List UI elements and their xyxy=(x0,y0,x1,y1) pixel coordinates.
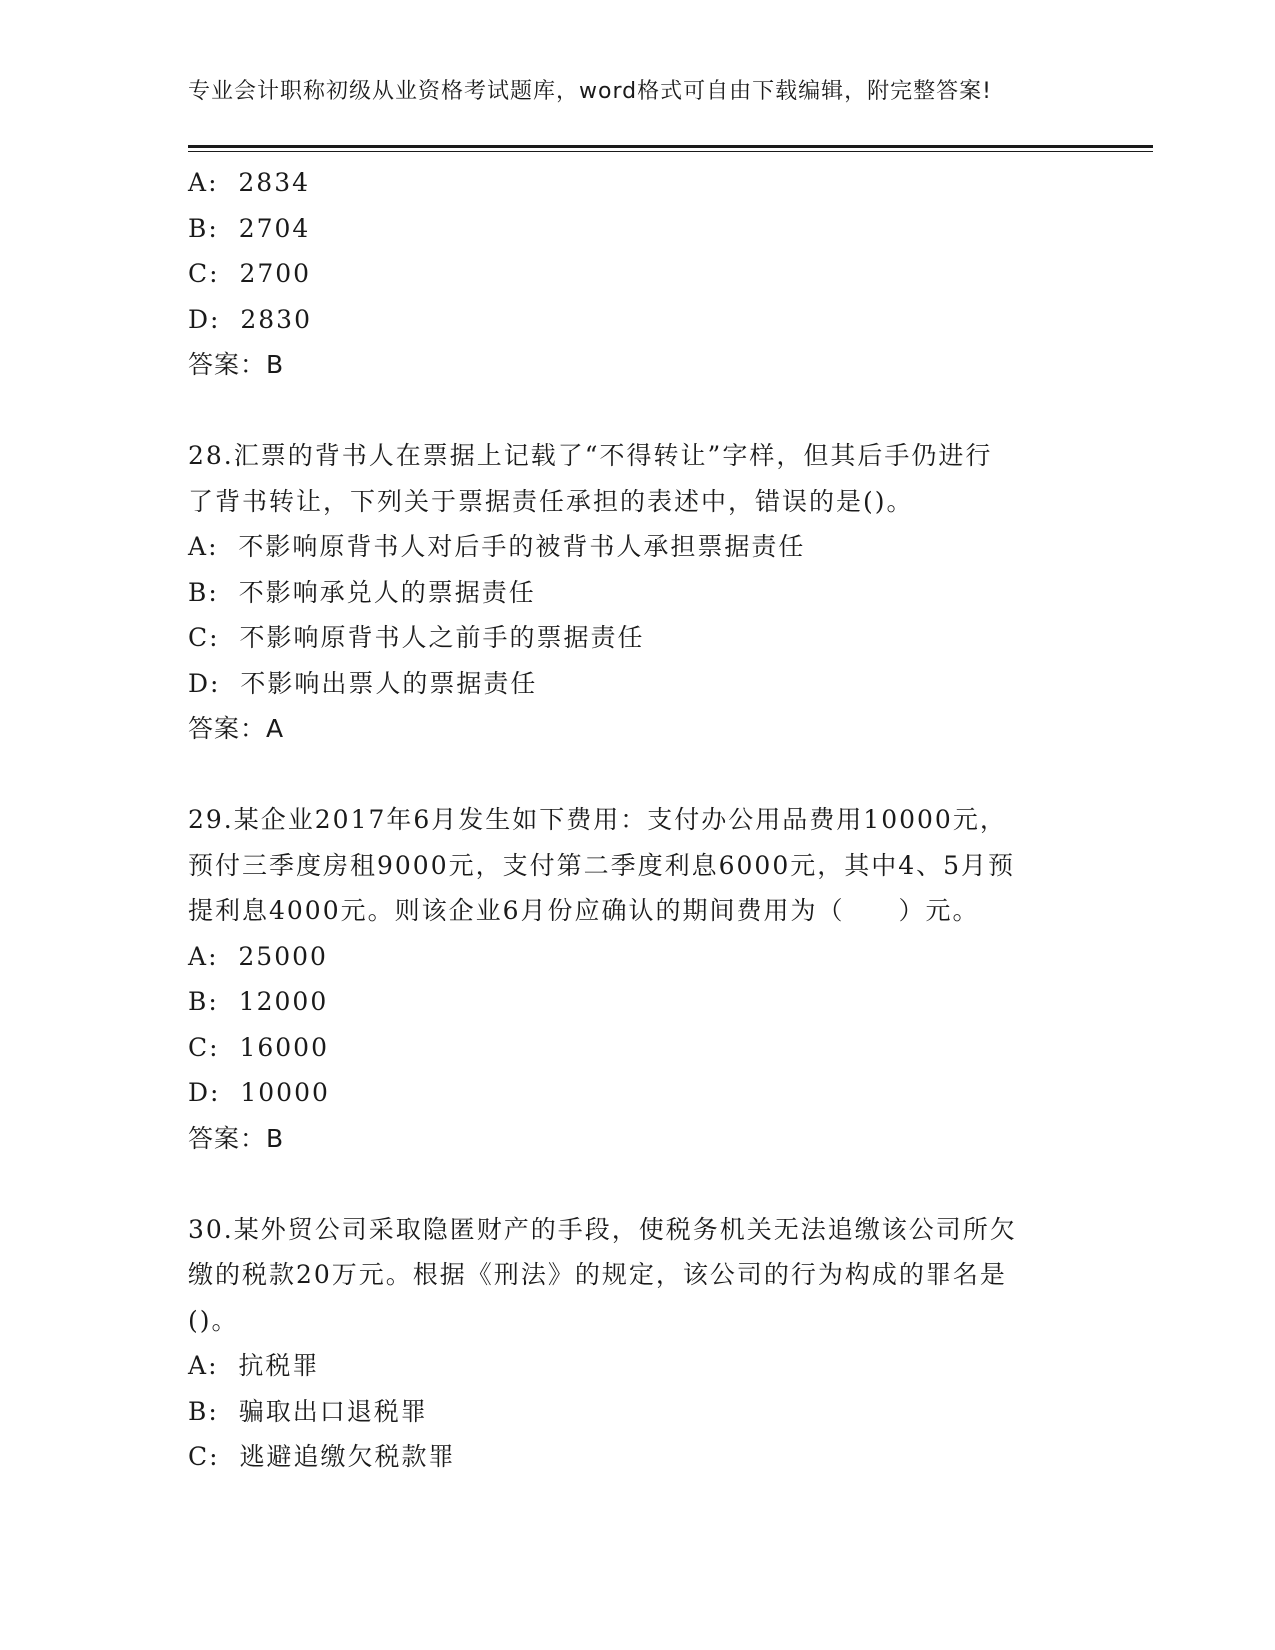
option-b: B: 2704 xyxy=(188,213,311,243)
option-d: D: 不影响出票人的票据责任 xyxy=(188,668,538,698)
question-text-line: 28.汇票的背书人在票据上记载了“不得转让”字样，但其后手仍进行 xyxy=(188,441,993,470)
page-header: 专业会计职称初级从业资格考试题库，word格式可自由下载编辑，附完整答案! xyxy=(188,79,992,104)
question-text-line: ()。 xyxy=(188,1305,239,1335)
question-text-line: 预付三季度房租9000元，支付第二季度利息6000元，其中4、5月预 xyxy=(188,850,1016,880)
question-27-tail xyxy=(188,160,1068,388)
question-content xyxy=(188,160,1068,1480)
question-28 xyxy=(188,433,1068,752)
option-a: A: 不影响原背书人对后手的被背书人承担票据责任 xyxy=(188,532,806,561)
option-d: D: 10000 xyxy=(188,1078,330,1107)
question-text-line: 提利息4000元。则该企业6月份应确认的期间费用为（ ）元。 xyxy=(188,896,980,925)
answer-line: 答案：A xyxy=(188,714,285,743)
header-rule-thin xyxy=(188,151,1153,152)
option-a: A: 2834 xyxy=(188,168,311,197)
option-a: A: 25000 xyxy=(188,941,328,971)
option-c: C: 16000 xyxy=(188,1032,329,1062)
answer-line: 答案：B xyxy=(188,350,285,379)
option-c: C: 逃避追缴欠税款罪 xyxy=(188,1442,456,1471)
question-text-line: 缴的税款20万元。根据《刑法》的规定，该公司的行为构成的罪名是 xyxy=(188,1260,1007,1289)
option-a: A: 抗税罪 xyxy=(188,1351,320,1380)
option-b: B: 不影响承兑人的票据责任 xyxy=(188,577,536,607)
answer-line: 答案：B xyxy=(188,1123,285,1153)
option-b: B: 骗取出口退税罪 xyxy=(188,1396,428,1426)
option-c: C: 2700 xyxy=(188,259,312,288)
question-text-line: 30.某外贸公司采取隐匿财产的手段，使税务机关无法追缴该公司所欠 xyxy=(188,1214,1017,1244)
option-d: D: 2830 xyxy=(188,304,312,334)
question-text-line: 了背书转让，下列关于票据责任承担的表述中，错误的是()。 xyxy=(188,486,914,516)
question-30 xyxy=(188,1207,1068,1480)
option-b: B: 12000 xyxy=(188,987,329,1016)
header-rule-thick xyxy=(188,145,1153,148)
option-c: C: 不影响原背书人之前手的票据责任 xyxy=(188,623,645,652)
question-text-line: 29.某企业2017年6月发生如下费用：支付办公用品费用10000元， xyxy=(188,805,1007,834)
question-29 xyxy=(188,797,1068,1161)
